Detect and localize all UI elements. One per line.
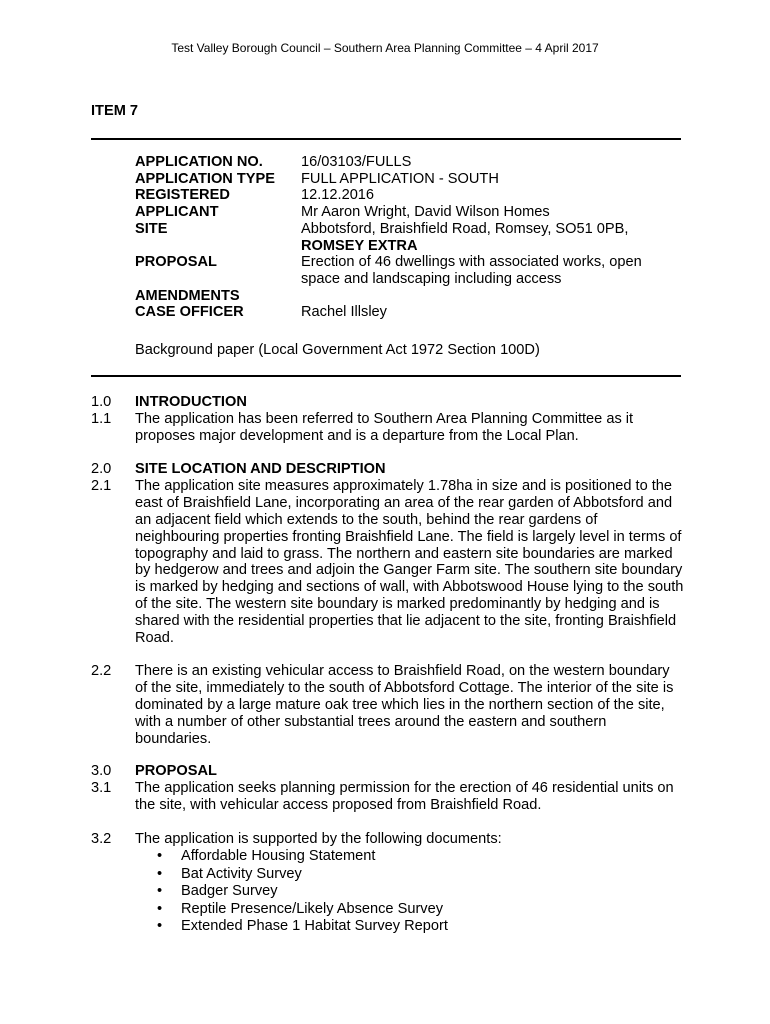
list-item	[135, 848, 685, 866]
bullet-icon: •	[157, 847, 163, 864]
list-item-text: Badger Survey	[181, 883, 278, 900]
bullet-icon: •	[157, 883, 163, 900]
section-introduction	[91, 394, 691, 445]
amendments-label: AMENDMENTS	[135, 287, 240, 304]
section-heading: INTRODUCTION	[135, 394, 247, 410]
paragraph-number: 3.2	[91, 831, 112, 847]
registered-label: REGISTERED	[135, 187, 230, 204]
background-paper-note: Background paper (Local Government Act 1972 Section 100D)	[135, 342, 540, 358]
site-parish: ROMSEY EXTRA	[301, 237, 418, 254]
applicant-value: Mr Aaron Wright, David Wilson Homes	[301, 204, 550, 221]
applicant-row	[135, 204, 695, 221]
paragraph-text: There is an existing vehicular access to Braishfield Road, on the western boundary of the site, immediately to the south of Abbotsford Cottage. The interior of the site is dominated by a large mature oak tree which lies in the northern section of the site, with a number of other substantial trees around the eastern and southern boundaries.	[135, 663, 674, 747]
case-officer-value: Rachel Illsley	[301, 304, 387, 321]
section-number: 2.0	[91, 461, 112, 477]
paragraph-text: The application site measures approximately 1.78ha in size and is positioned to the east of Braishfield Lane, incorporating an area of the rear garden of Abbotsford and an adjacent field which extends to the south, behind the rear gardens of neighbouring properties fronting Braishfield Lane. The field is largely level in terms of topography and laid to grass. The northern and eastern site boundaries are marked by hedgerow and trees and adjoin the Ganger Farm site. The southern site boundary is marked by hedging and sections of wall, with Abbotswood House lying to the south of the site. The western site boundary is marked predominantly by hedging and is shared with the residential properties that lie adjacent to the site, fronting Braishfield Road.	[135, 477, 684, 647]
paragraph-number: 2.2	[91, 663, 112, 679]
section-proposal	[91, 763, 691, 814]
application-no-label: APPLICATION NO.	[135, 154, 263, 170]
section-number: 1.0	[91, 394, 112, 410]
application-no-value: 16/03103/FULLS	[301, 154, 412, 170]
list-item-text: Bat Activity Survey	[181, 865, 302, 882]
list-item-text: Reptile Presence/Likely Absence Survey	[181, 900, 444, 917]
divider-bottom	[91, 375, 681, 377]
paragraph-2-2	[91, 663, 691, 748]
application-type-value: FULL APPLICATION - SOUTH	[301, 170, 499, 187]
paragraph-number: 1.1	[91, 410, 112, 427]
application-no-row	[135, 154, 695, 171]
paragraph-text: The application seeks planning permission for the erection of 46 residential units on the site, with vehicular access proposed from Braishfield Road.	[135, 779, 674, 813]
bullet-icon: •	[157, 865, 163, 882]
divider-top	[91, 138, 681, 140]
list-item	[135, 901, 685, 919]
amendments-value	[301, 288, 681, 305]
list-item	[135, 866, 685, 884]
proposal-value: Erection of 46 dwellings with associated works, open space and landscaping including access	[301, 254, 642, 287]
proposal-row	[135, 254, 695, 287]
section-heading: SITE LOCATION AND DESCRIPTION	[135, 461, 386, 477]
list-item	[135, 883, 685, 901]
bullet-icon: •	[157, 918, 163, 935]
registered-row	[135, 187, 695, 204]
list-item-text: Affordable Housing Statement	[181, 847, 376, 864]
application-type-row	[135, 171, 695, 188]
paragraph-text: The application has been referred to Southern Area Planning Committee as it proposes major development and is a departure from the Local Plan.	[135, 410, 634, 444]
application-details-table	[135, 154, 695, 321]
list-item-text: Extended Phase 1 Habitat Survey Report	[181, 918, 448, 935]
item-title: ITEM 7	[91, 103, 139, 119]
case-officer-label: CASE OFFICER	[135, 304, 244, 321]
paragraph-number: 2.1	[91, 477, 112, 494]
site-label: SITE	[135, 220, 168, 237]
section-heading: PROPOSAL	[135, 763, 217, 779]
amendments-row	[135, 288, 695, 305]
section-number: 3.0	[91, 763, 112, 779]
paragraph-3-2	[91, 831, 691, 936]
paragraph-number: 3.1	[91, 779, 112, 796]
applicant-label: APPLICANT	[135, 204, 219, 221]
application-type-label: APPLICATION TYPE	[135, 170, 276, 187]
list-item	[135, 918, 685, 936]
proposal-label: PROPOSAL	[135, 254, 217, 271]
page-header: Test Valley Borough Council – Southern Area Planning Committee – 4 April 2017	[171, 41, 599, 55]
case-officer-row	[135, 304, 695, 321]
site-value	[301, 221, 681, 254]
bullet-icon: •	[157, 900, 163, 917]
site-row	[135, 221, 695, 254]
documents-intro: The application is supported by the following documents:	[135, 831, 502, 847]
section-site-location	[91, 461, 691, 647]
site-address: Abbotsford, Braishfield Road, Romsey, SO51 0PB,	[301, 220, 629, 237]
paragraph-text	[135, 831, 685, 936]
registered-value: 12.12.2016	[301, 187, 375, 204]
documents-list	[135, 848, 685, 936]
